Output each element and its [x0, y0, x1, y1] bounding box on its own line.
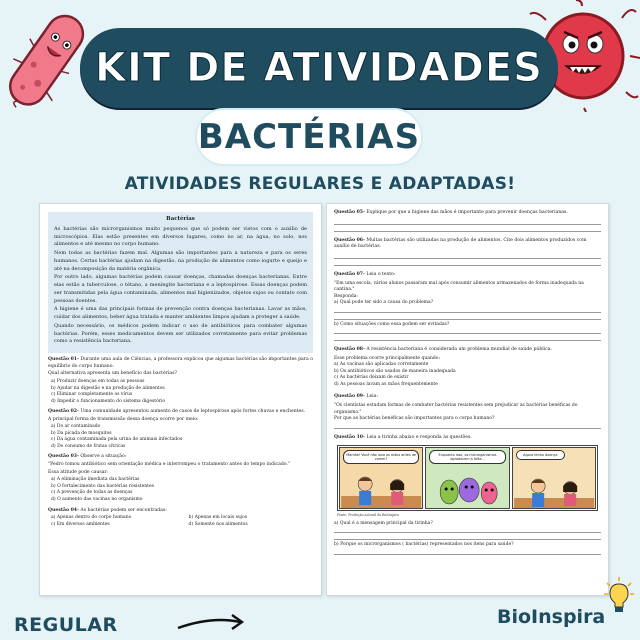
arrow-icon: [176, 612, 248, 634]
title-banner: [80, 28, 558, 108]
question-label: Questão 10-: [334, 434, 365, 440]
question-text: Leia a tirinha abaixo e responda às questões.: [366, 434, 472, 440]
pink-bacterium-illustration: [0, 6, 92, 116]
answer-option: d) As pessoas lavam as mãos frequentemente: [334, 381, 438, 387]
question-label: Questão 05-: [334, 210, 365, 215]
answer-option: b) O fortalecimento das bactérias resistentes: [51, 483, 154, 489]
reading-text-box: [48, 212, 313, 353]
answer-option: a) Apenas dentro do corpo humano: [51, 515, 132, 521]
comic-panel-3: [512, 447, 596, 509]
answer-option: c) A prevenção de todas as doenças: [51, 490, 133, 496]
question-label: Questão 09-: [334, 394, 365, 400]
sub-question: a) Qual é a mensagem principal da tirinha?: [334, 520, 433, 526]
question-05: [334, 210, 601, 232]
subtitle-pill: [195, 108, 423, 166]
question-quote: "Os cientistas estudam formas de combater bactérias resistentes sem prejudicar as bactérias benéficas do organismo.": [334, 403, 578, 415]
answer-option: a) As vacinas são aplicadas corretamente: [334, 362, 429, 368]
answer-line: [334, 527, 601, 533]
question-prompt: Responda:: [334, 293, 358, 299]
question-10: [334, 435, 601, 442]
answer-option: c) As bactérias deixam de existir: [334, 375, 409, 381]
answer-option: d) Somente nos alimentos: [188, 521, 248, 527]
question-08: [334, 347, 601, 388]
question-label: Questão 03-: [48, 454, 79, 460]
question-text: Explique por que a higiene das mãos é importante para prevenir doenças bacterianas.: [366, 210, 568, 215]
question-prompt: Esse problema ocorre principalmente quando:: [334, 355, 440, 361]
question-quote: "Pedro tomou antibiótico sem orientação médica e interrompeu o tratamento antes do tempo indicado.": [48, 462, 291, 468]
answer-line: [334, 253, 601, 259]
question-label: Questão 01-: [48, 357, 79, 363]
comic-credit: Fonte: Produção autoral da BioInspira: [337, 513, 399, 518]
answer-option: a) A eliminação imediata das bactérias: [51, 477, 140, 483]
reading-paragraph: A higiene é uma das principais formas de prevenção contra doenças bacterianas. Lavar as mãos, cuidar dos alimentos, beber água tratada e manter ambientes limpos ajudam a proteger a saúde.: [54, 306, 307, 321]
sub-question: b) Como situações como essa podem ser evitadas?: [334, 321, 450, 327]
question-text: Muitas bactérias são utilizadas na produção de alimentos. Cite dois alimentos produzidos com auxílio de bactérias.: [334, 237, 587, 250]
sick-children-illustration: [513, 448, 595, 509]
answer-option: d) O aumento das vacinas no organismo: [51, 497, 143, 502]
speech-bubble: Agora tenho doença: [516, 450, 565, 460]
answer-option: b) Apenas em locais sujos: [188, 515, 248, 521]
question-02: [48, 409, 313, 450]
comic-panel-2: [425, 447, 509, 509]
kit-title: KIT DE ATIVIDADES: [95, 45, 543, 91]
answer-option: d) Do consumo de frutas cítricas: [51, 443, 126, 449]
question-label: Questão 08-: [334, 347, 365, 353]
answer-line: [334, 328, 601, 334]
question-quote: "Em uma escola, vários alunos passaram mal após consumir alimentos armazenados de forma inadequada na cantina.": [334, 280, 584, 293]
comic-strip: [337, 445, 598, 511]
question-06: [334, 238, 601, 266]
question-text: Leia o texto:: [366, 271, 396, 277]
question-prompt: A principal forma de transmissão dessa doença ocorre por meio:: [48, 416, 199, 422]
answer-line: [334, 260, 601, 266]
answer-line: [334, 226, 601, 232]
sub-question: a) Qual pode ter sido a causa do problema?: [334, 300, 434, 306]
lightbulb-icon: [604, 576, 634, 616]
question-prompt: Qual alternativa apresenta um benefício das bactérias?: [48, 371, 177, 377]
question-text: Observe a situação:: [80, 454, 127, 460]
reading-paragraph: As bactérias são microrganismos muito pequenos que só podem ser vistos com o auxílio de microscópios. Elas estão presentes em diversos lugares, como no ar, na água, no solo, nos alimentos e até mesmo no corpo humano.: [54, 225, 307, 248]
answer-option: b) Da picada de mosquitos: [51, 430, 112, 436]
question-text: A resistência bacteriana é considerada um problema mundial de saúde pública.: [366, 347, 553, 353]
answer-option: c) Em diversos ambientes: [51, 521, 110, 527]
question-07: [334, 272, 601, 341]
question-text: Leia:: [366, 394, 378, 400]
children-illustration: [340, 448, 422, 509]
question-label: Questão 06-: [334, 237, 365, 243]
question-text: Uma comunidade apresentou aumento de casos de leptospirose após fortes chuvas e enchentes.: [80, 409, 306, 415]
version-label: REGULAR: [14, 614, 118, 636]
question-03: [48, 454, 313, 503]
microbes-illustration: [426, 448, 508, 509]
question-label: Questão 04-: [48, 507, 79, 513]
answer-line: [334, 307, 601, 313]
question-04: [48, 508, 313, 529]
sub-question: b) Porque os microrganismos ( bactérias) representados nos itens para saúde?: [334, 542, 514, 548]
worksheet-page-right: [326, 203, 609, 596]
answer-option: b) Ajudar na digestão e na produção de alimentos: [51, 385, 165, 391]
answer-option: c) Eliminar completamente os vírus: [51, 392, 133, 398]
question-prompt: Essa atitude pode causar:: [48, 469, 109, 475]
answer-option: d) Impedir o funcionamento do sistema digestório: [51, 398, 166, 404]
question-label: Questão 07-: [334, 271, 365, 277]
question-prompt: Por que as bactérias benéficas são importantes para o corpo humano?: [334, 416, 495, 422]
reading-title: Bactérias: [166, 216, 195, 222]
question-text: As bactérias podem ser encontradas:: [80, 507, 167, 513]
comic-panel-1: [339, 447, 423, 509]
reading-paragraph: Por outro lado, algumas bactérias podem causar doenças, chamadas doenças bacterianas. Entre elas estão a tuberculose, o tétano, a meningite bacteriana e a leptospirose. Essas doenças podem ser transmitidas pela água contaminada, alimentos mal higienizados, objetos sujos ou contato com pessoas doentes.: [54, 274, 307, 304]
tagline: ATIVIDADES REGULARES E ADAPTADAS!: [124, 174, 516, 194]
answer-option: a) Produzir doenças em todas as pessoas: [51, 379, 145, 385]
question-label: Questão 02-: [48, 409, 79, 415]
speech-bubble: Enquanto isso, os microrganismos agradecem a falta...: [429, 450, 505, 464]
brand-logo-text: BioInspira: [497, 606, 606, 628]
answer-option: c) Da água contaminada pela urina de animais infectados: [51, 437, 183, 443]
answer-option: b) Os antibióticos são usados de maneira inadequada: [334, 368, 456, 374]
reading-paragraph: Quando necessário, os médicos podem indicar o uso de antibióticos para combater algumas bactérias. Porém, esses medicamentos devem ser utilizados corretamente para evitar problemas como a resistência bacteriana.: [54, 322, 307, 345]
answer-line: [334, 219, 601, 225]
answer-option: a) Do ar contaminado: [51, 424, 101, 430]
answer-line: [334, 549, 601, 555]
worksheet-page-left: [39, 203, 322, 596]
answer-line: [334, 534, 601, 540]
topic-title: BACTÉRIAS: [197, 117, 421, 157]
answer-line: [334, 335, 601, 341]
speech-bubble: Mamãe! Você não lava as mãos antes de comer?: [343, 450, 419, 464]
question-10-parts: [334, 521, 601, 555]
question-09: [334, 394, 601, 428]
answer-line: [334, 423, 601, 429]
question-text: Durante uma aula de Ciências, a professora explicou que algumas bactérias são importantes para o equilíbrio do corpo humano.: [48, 357, 313, 369]
reading-paragraph: Nem todas as bactérias fazem mal. Algumas são importantes para a natureza e para os seres humanos. Certas bactérias ajudam na digestão, na produção de alimentos como iogurte e queijo e até na decomposição da matéria orgânica.: [54, 250, 307, 272]
answer-line: [334, 314, 601, 320]
question-01: [48, 357, 313, 405]
